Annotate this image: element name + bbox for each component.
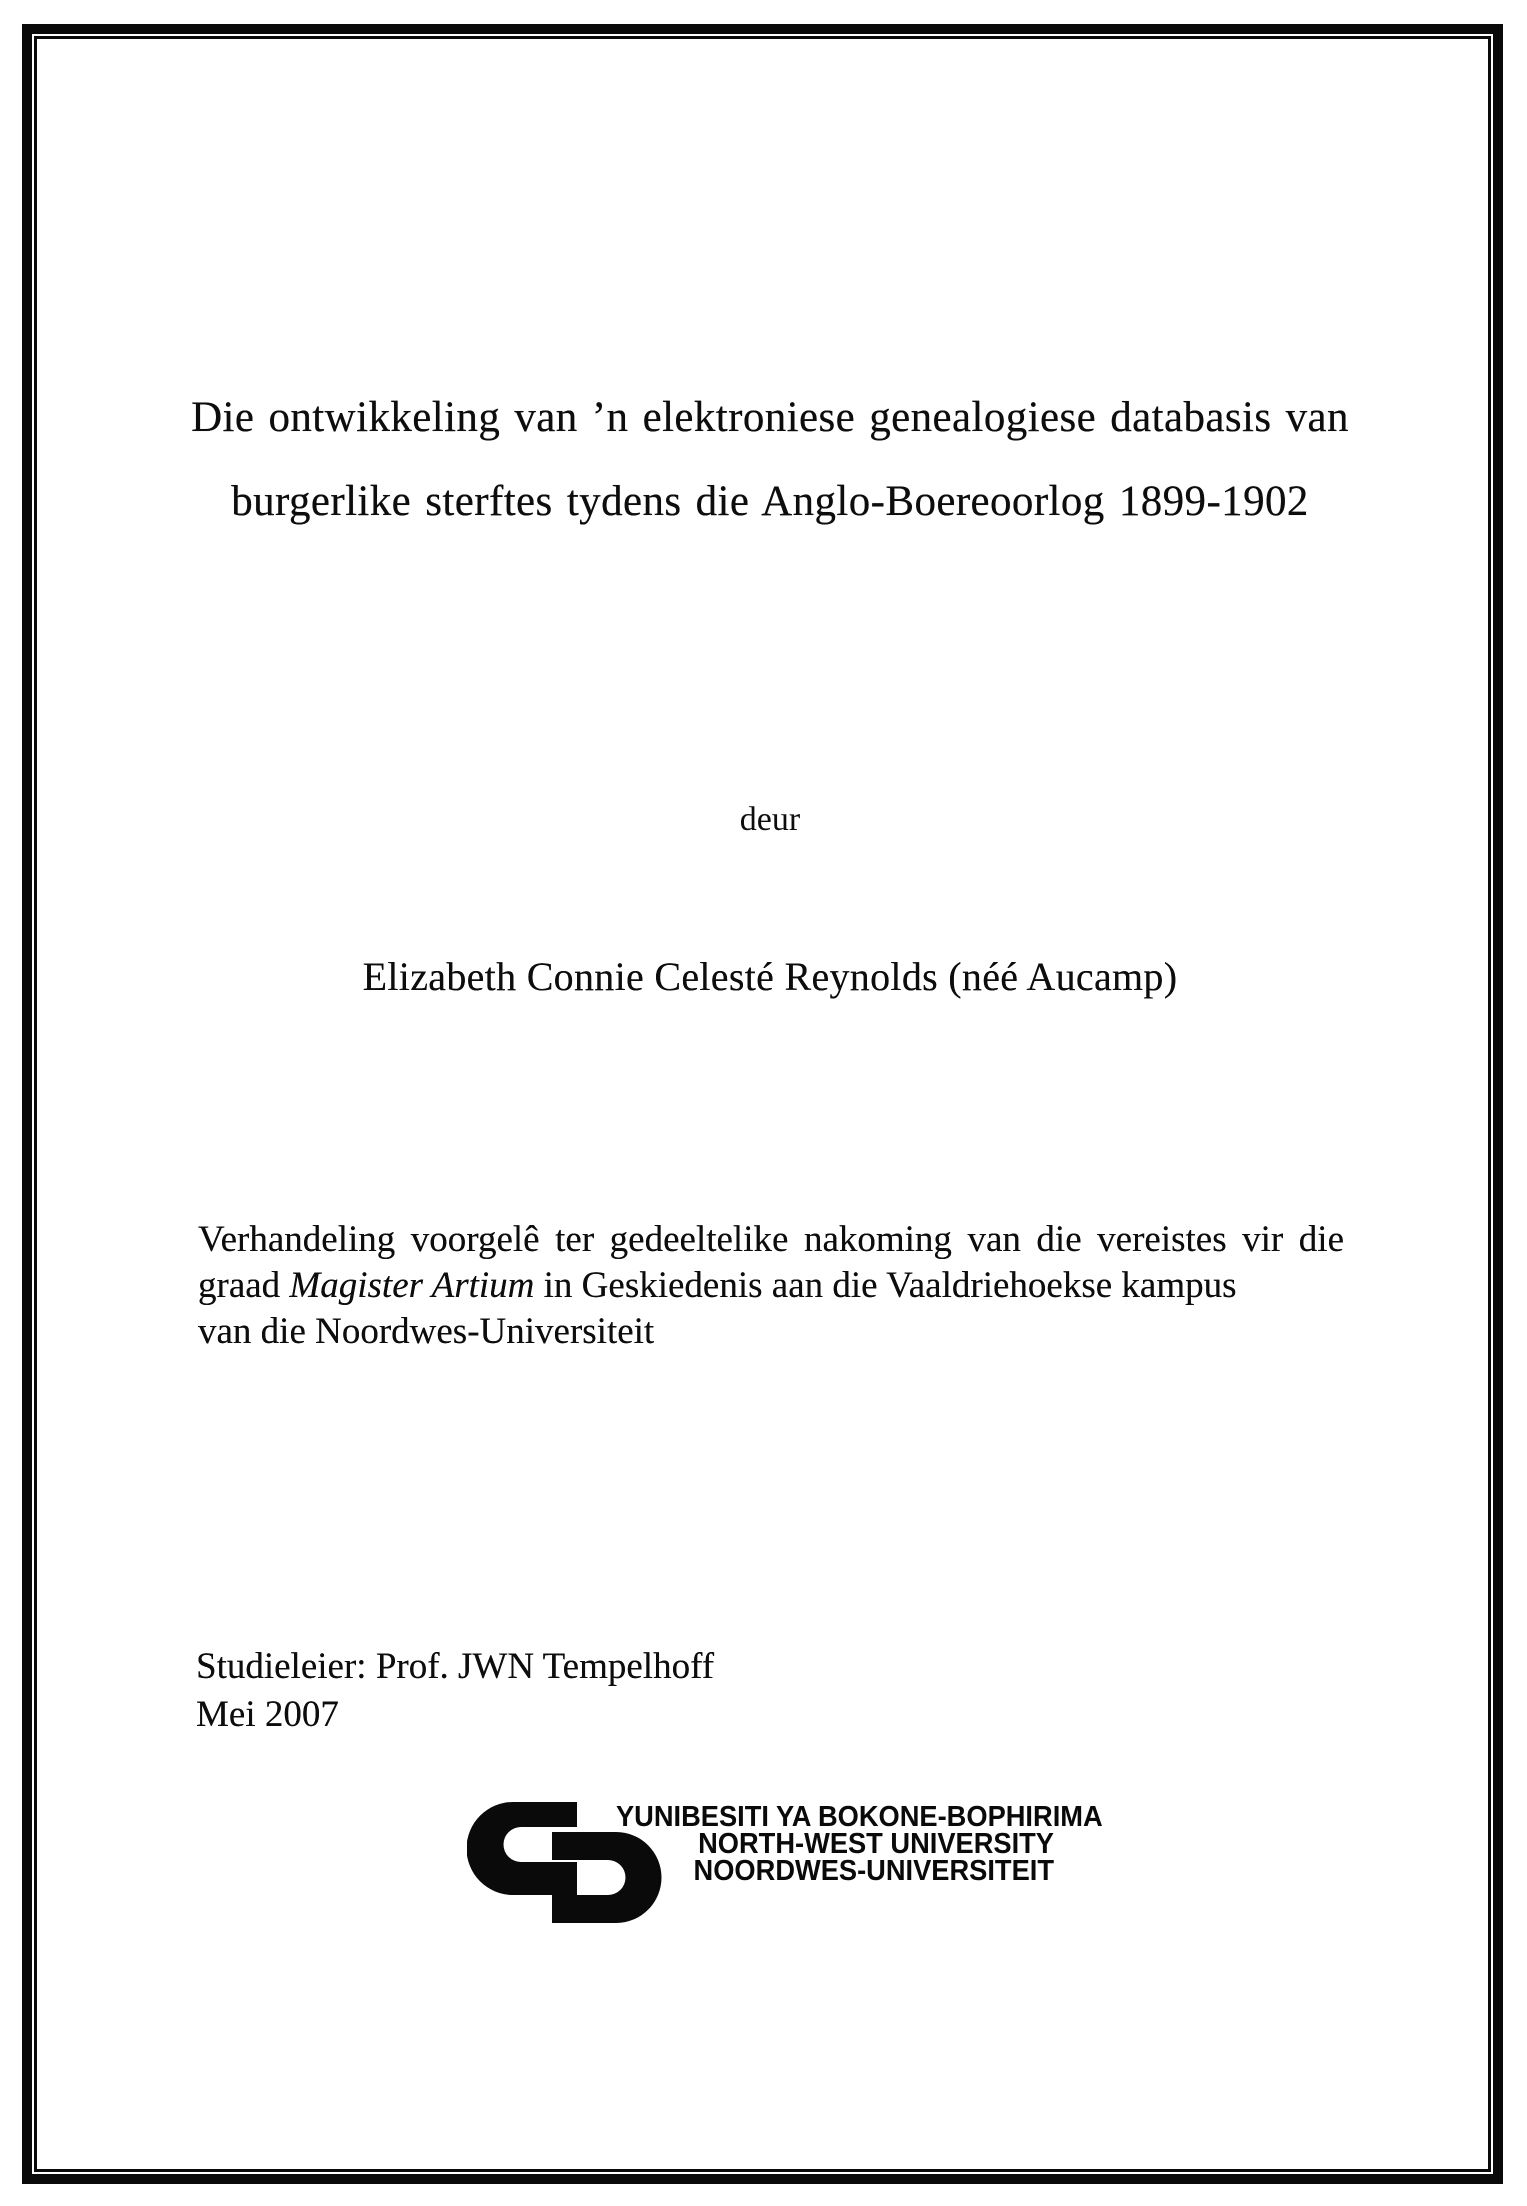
submission-line-1: Verhandeling voorgelê ter gedeeltelike nakoming van die vereistes vir die — [198, 1219, 1344, 1260]
logo-wordmark — [615, 1801, 1103, 1887]
submission-line-2-post: in Geskiedenis aan die Vaaldriehoekse kampus — [534, 1265, 1237, 1306]
logo-text-afrikaans: NOORDWES-UNIVERSITEIT — [693, 1855, 1054, 1887]
submission-line-2 — [198, 1263, 1344, 1309]
logo-text-english: NORTH-WEST UNIVERSITY — [698, 1828, 1054, 1860]
logo-text-setswana: YUNIBESITI YA BOKONE-BOPHIRIMA — [615, 1801, 1103, 1833]
submission-line-3: van die Noordwes-Universiteit — [198, 1311, 655, 1352]
author-name: Elizabeth Connie Celesté Reynolds (néé Aucamp) — [362, 954, 1178, 999]
date-line: Mei 2007 — [196, 1694, 339, 1735]
advisor-line: Studieleier: Prof. JWN Tempelhoff — [196, 1646, 715, 1687]
thesis-title-line-1: Die ontwikkeling van ’n elektroniese genealogiese databasis van — [191, 394, 1349, 441]
degree-name-italic: Magister Artium — [289, 1265, 535, 1306]
byline-deur: deur — [739, 801, 801, 838]
thesis-title-line-2: burgerlike sterftes tydens die Anglo-Boereoorlog 1899-1902 — [231, 478, 1309, 525]
advisor-block — [196, 1643, 714, 1739]
submission-statement — [198, 1217, 1344, 1355]
submission-line-2-pre: graad — [198, 1265, 290, 1306]
